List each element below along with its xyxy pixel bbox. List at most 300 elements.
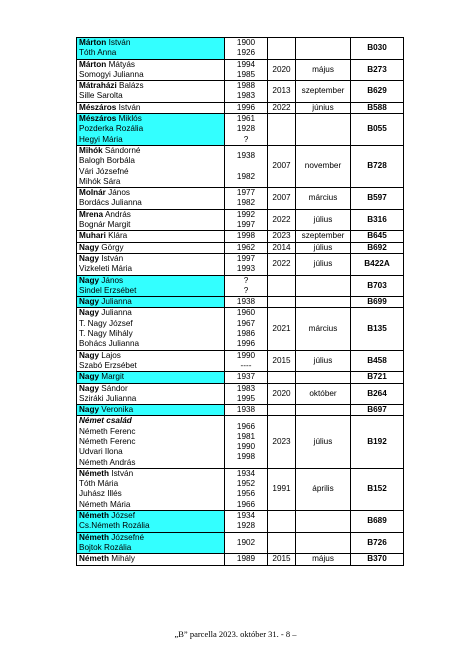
given-name: Vizkeleti Mária — [79, 264, 133, 274]
person-name — [79, 339, 222, 349]
grave-code-cell: B264 — [351, 383, 404, 405]
purchase-year-cell: 2015 — [268, 350, 296, 372]
table-row — [77, 511, 404, 533]
given-name: Németh Mária — [79, 499, 131, 509]
birth-years-cell — [225, 554, 268, 565]
purchase-year-cell: 2007 — [268, 145, 296, 187]
table-row — [77, 275, 404, 297]
given-name: Németh Ferenc — [79, 436, 136, 446]
given-name: T. Nagy József — [79, 318, 133, 328]
given-name: Bohács Julianna — [79, 339, 140, 349]
birth-years-cell — [225, 297, 268, 308]
person-name — [79, 405, 222, 415]
name-cell — [77, 114, 225, 146]
person-name — [79, 469, 222, 479]
person-name — [79, 231, 222, 241]
person-name — [79, 188, 222, 198]
table-row — [77, 253, 404, 275]
given-name: Udvari Ilona — [79, 447, 123, 457]
grave-code-cell: B370 — [351, 554, 404, 565]
birth-year: 1985 — [236, 69, 256, 79]
birth-year: 1961 — [236, 114, 256, 124]
given-name: Miklós — [116, 114, 142, 124]
table-row — [77, 145, 404, 187]
birth-years-cell — [225, 209, 268, 231]
birth-year: 1983 — [236, 91, 256, 101]
purchase-year-cell: 2014 — [268, 242, 296, 253]
birth-year: 1934 — [236, 511, 256, 521]
table-row — [77, 102, 404, 113]
grave-code-cell: B697 — [351, 405, 404, 416]
given-name: Somogyi Julianna — [79, 69, 144, 79]
name-cell — [77, 372, 225, 383]
birth-year: 1967 — [236, 318, 256, 328]
given-name: Szabó Erzsébet — [79, 360, 137, 370]
birth-year: 1928 — [236, 521, 256, 531]
surname: Nagy — [79, 242, 100, 252]
given-name: András — [103, 209, 131, 219]
purchase-year-cell — [268, 372, 296, 383]
person-name — [79, 372, 222, 382]
person-name — [79, 447, 222, 457]
birth-years-cell — [225, 416, 268, 468]
given-name: Tóth Mária — [79, 479, 119, 489]
purchase-year-cell — [268, 114, 296, 146]
given-name: Sándor — [99, 383, 128, 393]
name-cell — [77, 102, 225, 113]
table-row — [77, 554, 404, 565]
surname: Németh — [79, 532, 110, 542]
person-name — [79, 308, 222, 318]
birth-year: 1986 — [236, 329, 256, 339]
birth-year: 1902 — [236, 537, 256, 547]
given-name: Józsefné — [109, 532, 145, 542]
birth-years-cell — [225, 253, 268, 275]
birth-years-cell — [225, 308, 268, 350]
purchase-year-cell — [268, 511, 296, 533]
birth-year: 1926 — [236, 48, 256, 58]
table-row — [77, 383, 404, 405]
person-name — [79, 479, 222, 489]
given-name: István — [106, 38, 131, 47]
person-name — [79, 81, 222, 91]
birth-years-cell — [225, 242, 268, 253]
surname: Nagy — [79, 297, 100, 307]
surname: Márton — [79, 59, 107, 69]
grave-code-cell: B721 — [351, 372, 404, 383]
grave-register-table — [76, 37, 404, 566]
birth-year: 1998 — [236, 231, 256, 241]
name-cell — [77, 468, 225, 510]
grave-code-cell: B458 — [351, 350, 404, 372]
birth-year: 1962 — [236, 242, 256, 252]
given-name: Lajos — [99, 350, 121, 360]
person-name — [79, 416, 222, 426]
person-name — [79, 135, 222, 145]
birth-years-cell — [225, 405, 268, 416]
birth-years-cell — [225, 372, 268, 383]
birth-years-cell — [225, 231, 268, 242]
birth-years-cell — [225, 532, 268, 554]
page-footer: „B” parcella 2023. október 31. - 8 – — [174, 629, 297, 639]
grave-code-cell: B629 — [351, 81, 404, 103]
purchase-year-cell: 2023 — [268, 416, 296, 468]
purchase-year-cell: 2022 — [268, 102, 296, 113]
table-row — [77, 308, 404, 350]
purchase-year-cell: 2015 — [268, 554, 296, 565]
birth-year: 1990 — [236, 350, 256, 360]
birth-year: 1989 — [236, 554, 256, 564]
table-row — [77, 416, 404, 468]
purchase-month-cell: július — [296, 209, 351, 231]
given-name: Bognár Margit — [79, 220, 131, 230]
person-name — [79, 394, 222, 404]
purchase-year-cell: 1991 — [268, 468, 296, 510]
birth-year: 1992 — [236, 209, 256, 219]
table-row — [77, 231, 404, 242]
table-row — [77, 209, 404, 231]
birth-year: 1996 — [236, 102, 256, 112]
grave-code-cell: B192 — [351, 416, 404, 468]
name-cell — [77, 511, 225, 533]
purchase-month-cell: május — [296, 59, 351, 81]
person-name — [79, 427, 222, 437]
person-name — [79, 124, 222, 134]
grave-code-cell: B597 — [351, 188, 404, 210]
person-name — [79, 511, 222, 521]
given-name: Sindel Erzsébet — [79, 285, 137, 295]
purchase-year-cell — [268, 405, 296, 416]
given-name: Cs.Németh Rozália — [79, 521, 150, 531]
birth-years-cell — [225, 145, 268, 187]
table-row — [77, 532, 404, 554]
purchase-month-cell: április — [296, 468, 351, 510]
person-name — [79, 210, 222, 220]
purchase-year-cell: 2020 — [268, 383, 296, 405]
person-name — [79, 114, 222, 124]
given-name: Mihók Sára — [79, 176, 121, 186]
birth-years-cell — [225, 468, 268, 510]
given-name: Sándorné — [102, 145, 141, 155]
grave-code-cell: B152 — [351, 468, 404, 510]
surname: Molnár — [79, 188, 106, 198]
birth-year: 1996 — [236, 339, 256, 349]
person-name — [79, 198, 222, 208]
purchase-month-cell: július — [296, 350, 351, 372]
table-row — [77, 38, 404, 60]
table-row — [77, 372, 404, 383]
table-row — [77, 297, 404, 308]
birth-years-cell — [225, 383, 268, 405]
purchase-month-cell: november — [296, 145, 351, 187]
person-name — [79, 297, 222, 307]
table-row — [77, 114, 404, 146]
purchase-month-cell — [296, 275, 351, 297]
name-cell — [77, 209, 225, 231]
birth-year: 1960 — [236, 308, 256, 318]
table-row — [77, 59, 404, 81]
grave-code-cell: B645 — [351, 231, 404, 242]
birth-year: 1982 — [236, 171, 256, 181]
purchase-month-cell: október — [296, 383, 351, 405]
purchase-month-cell: július — [296, 253, 351, 275]
family-label: Német család — [79, 416, 132, 426]
surname: Nagy — [79, 350, 100, 360]
person-name — [79, 177, 222, 187]
birth-year: 1998 — [236, 452, 256, 462]
person-name — [79, 220, 222, 230]
table-row — [77, 350, 404, 372]
purchase-year-cell: 2023 — [268, 231, 296, 242]
birth-year: 1982 — [236, 198, 256, 208]
person-name — [79, 543, 222, 553]
given-name: János — [99, 275, 124, 285]
purchase-month-cell — [296, 372, 351, 383]
grave-code-cell: B699 — [351, 297, 404, 308]
purchase-year-cell — [268, 297, 296, 308]
person-name — [79, 361, 222, 371]
birth-year: 1983 — [236, 383, 256, 393]
name-cell — [77, 145, 225, 187]
given-name: Bojtok Rozália — [79, 542, 132, 552]
person-name — [79, 437, 222, 447]
birth-year: 1938 — [236, 405, 256, 415]
name-cell — [77, 405, 225, 416]
person-name — [79, 146, 222, 156]
purchase-month-cell — [296, 297, 351, 308]
surname: Muhari — [79, 231, 106, 241]
name-cell — [77, 308, 225, 350]
given-name: Bordács Julianna — [79, 198, 142, 208]
birth-year: 1977 — [236, 188, 256, 198]
table-row — [77, 468, 404, 510]
purchase-month-cell — [296, 405, 351, 416]
person-name — [79, 554, 222, 564]
purchase-year-cell — [268, 275, 296, 297]
surname: Nagy — [79, 405, 100, 415]
person-name — [79, 156, 222, 166]
person-name — [79, 351, 222, 361]
given-name: T. Nagy Mihály — [79, 329, 133, 339]
purchase-month-cell: szeptember — [296, 231, 351, 242]
birth-year: 1988 — [236, 81, 256, 91]
birth-years-cell — [225, 350, 268, 372]
purchase-month-cell: szeptember — [296, 81, 351, 103]
table-row — [77, 405, 404, 416]
person-name — [79, 38, 222, 48]
purchase-year-cell — [268, 38, 296, 60]
birth-years-cell — [225, 38, 268, 60]
birth-year: 1997 — [236, 220, 256, 230]
grave-code-cell: B703 — [351, 275, 404, 297]
birth-years-cell — [225, 275, 268, 297]
person-name — [79, 276, 222, 286]
given-name: Pozderka Rozália — [79, 124, 144, 134]
birth-year: 1966 — [236, 499, 256, 509]
person-name — [79, 533, 222, 543]
table-row — [77, 242, 404, 253]
purchase-month-cell: május — [296, 554, 351, 565]
grave-code-cell: B692 — [351, 242, 404, 253]
birth-year: 1928 — [236, 124, 256, 134]
purchase-year-cell: 2013 — [268, 81, 296, 103]
person-name — [79, 254, 222, 264]
grave-code-cell: B030 — [351, 38, 404, 60]
person-name — [79, 286, 222, 296]
purchase-year-cell: 2020 — [268, 59, 296, 81]
person-name — [79, 500, 222, 510]
grave-code-cell: B316 — [351, 209, 404, 231]
purchase-year-cell — [268, 532, 296, 554]
table-row — [77, 81, 404, 103]
birth-year: 1938 — [236, 297, 256, 307]
given-name: Balogh Borbála — [79, 156, 135, 166]
grave-code-cell: B689 — [351, 511, 404, 533]
surname: Mihók — [79, 145, 103, 155]
person-name — [79, 264, 222, 274]
surname: Németh — [79, 468, 110, 478]
name-cell — [77, 383, 225, 405]
given-name: Vári Józsefné — [79, 166, 129, 176]
birth-years-cell — [225, 114, 268, 146]
birth-year: 1966 — [236, 421, 256, 431]
name-cell — [77, 242, 225, 253]
birth-year: 1952 — [236, 479, 256, 489]
purchase-month-cell: március — [296, 188, 351, 210]
given-name: János — [105, 188, 130, 198]
birth-year: ? — [243, 134, 249, 144]
grave-code-cell: B135 — [351, 308, 404, 350]
person-name — [79, 103, 222, 113]
purchase-month-cell: március — [296, 308, 351, 350]
given-name: Veronika — [99, 405, 134, 415]
name-cell — [77, 231, 225, 242]
person-name — [79, 319, 222, 329]
surname: Mátraházi — [79, 81, 117, 91]
name-cell — [77, 350, 225, 372]
surname: Nagy — [79, 372, 100, 382]
person-name — [79, 329, 222, 339]
given-name: István — [116, 102, 141, 112]
given-name: Tóth Anna — [79, 48, 117, 58]
person-name — [79, 70, 222, 80]
person-name — [79, 167, 222, 177]
birth-year — [227, 161, 265, 171]
person-name — [79, 243, 222, 253]
given-name: Mihály — [109, 554, 135, 564]
given-name: István — [109, 468, 134, 478]
name-cell — [77, 275, 225, 297]
birth-year: 1994 — [236, 59, 256, 69]
purchase-month-cell — [296, 511, 351, 533]
surname: Németh — [79, 511, 110, 521]
surname: Németh — [79, 554, 110, 564]
given-name: Julianna — [99, 297, 132, 307]
purchase-year-cell: 2007 — [268, 188, 296, 210]
name-cell — [77, 297, 225, 308]
given-name: Görgy — [99, 242, 124, 252]
birth-year: 1990 — [236, 442, 256, 452]
surname: Mészáros — [79, 102, 117, 112]
birth-year: ? — [243, 285, 249, 295]
purchase-month-cell — [296, 38, 351, 60]
given-name: Németh András — [79, 457, 136, 467]
birth-years-cell — [225, 59, 268, 81]
birth-year: ---- — [240, 360, 252, 370]
given-name: Juhász Illés — [79, 489, 122, 499]
person-name — [79, 60, 222, 70]
given-name: István — [99, 253, 124, 263]
grave-code-cell: B726 — [351, 532, 404, 554]
grave-code-cell: B728 — [351, 145, 404, 187]
birth-years-cell — [225, 102, 268, 113]
person-name — [79, 521, 222, 531]
surname: Mészáros — [79, 114, 117, 124]
birth-year: 1900 — [236, 38, 256, 47]
name-cell — [77, 188, 225, 210]
surname: Mrena — [79, 209, 104, 219]
birth-year: ? — [243, 275, 249, 285]
birth-years-cell — [225, 81, 268, 103]
surname: Nagy — [79, 253, 100, 263]
surname: Nagy — [79, 275, 100, 285]
given-name: Hegyi Mária — [79, 134, 123, 144]
purchase-year-cell: 2022 — [268, 253, 296, 275]
grave-register-body — [77, 38, 404, 566]
birth-years-cell — [225, 188, 268, 210]
birth-year: 1993 — [236, 264, 256, 274]
purchase-month-cell: július — [296, 416, 351, 468]
name-cell — [77, 416, 225, 468]
surname: Nagy — [79, 383, 100, 393]
purchase-month-cell: július — [296, 242, 351, 253]
given-name: Julianna — [99, 308, 132, 318]
purchase-month-cell: június — [296, 102, 351, 113]
person-name — [79, 458, 222, 468]
name-cell — [77, 38, 225, 60]
name-cell — [77, 81, 225, 103]
given-name: Balázs — [116, 81, 144, 91]
birth-years-cell — [225, 511, 268, 533]
birth-year: 1997 — [236, 253, 256, 263]
person-name — [79, 48, 222, 58]
given-name: Németh Ferenc — [79, 426, 136, 436]
given-name: Sziráki Julianna — [79, 393, 137, 403]
purchase-month-cell — [296, 114, 351, 146]
grave-code-cell: B273 — [351, 59, 404, 81]
grave-code-cell: B588 — [351, 102, 404, 113]
birth-year: 1981 — [236, 431, 256, 441]
given-name: Mátyás — [106, 59, 135, 69]
purchase-year-cell: 2021 — [268, 308, 296, 350]
birth-year: 1956 — [236, 489, 256, 499]
name-cell — [77, 554, 225, 565]
purchase-year-cell: 2022 — [268, 209, 296, 231]
grave-code-cell: B055 — [351, 114, 404, 146]
surname: Nagy — [79, 308, 100, 318]
birth-year: 1934 — [236, 468, 256, 478]
grave-code-cell: B422A — [351, 253, 404, 275]
birth-year: 1995 — [236, 393, 256, 403]
name-cell — [77, 253, 225, 275]
given-name: Klára — [105, 231, 128, 241]
given-name: Margit — [99, 372, 125, 382]
person-name — [79, 489, 222, 499]
surname: Márton — [79, 38, 107, 47]
person-name — [79, 384, 222, 394]
given-name: József — [109, 511, 135, 521]
birth-year: 1938 — [236, 151, 256, 161]
